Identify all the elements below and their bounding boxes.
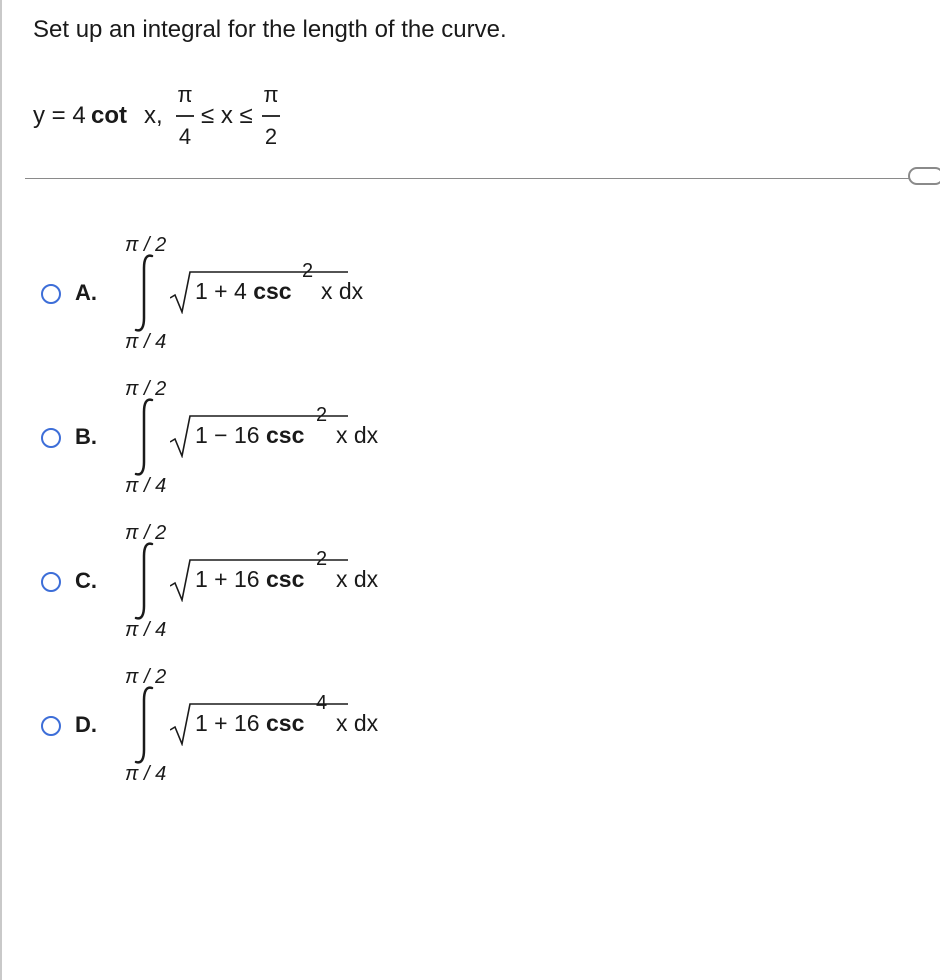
radio-button-d[interactable] — [41, 716, 61, 736]
integrand-suffix: x dx — [321, 278, 364, 304]
exponent: 2 — [316, 548, 328, 570]
integral-upper-limit: π / 2 — [125, 378, 167, 400]
exponent: 2 — [316, 404, 328, 426]
integral-lower-limit: π / 4 — [125, 331, 167, 353]
integrand-func: csc — [265, 566, 305, 592]
integrand-prefix: 1 + 16 — [195, 566, 260, 592]
lower-bound-numerator: π — [177, 82, 193, 107]
integral-lower-limit: π / 4 — [125, 763, 167, 785]
integrand-suffix: x dx — [336, 422, 379, 448]
equation-func: cot — [91, 102, 127, 129]
exponent: 2 — [302, 260, 314, 282]
question-text: Set up an integral for the length of the curve. — [33, 16, 507, 43]
integral-upper-limit: π / 2 — [125, 234, 167, 256]
option-letter: B. — [75, 424, 97, 449]
upper-bound-numerator: π — [263, 82, 279, 107]
integrand-expression — [195, 566, 304, 593]
fraction-bar — [262, 115, 280, 117]
option-letter: D. — [75, 712, 97, 737]
integrand-prefix: 1 − 16 — [195, 422, 260, 448]
integral-sign-icon — [130, 680, 160, 770]
section-divider — [25, 178, 910, 179]
integral-sign-icon — [130, 536, 160, 626]
integral-upper-limit: π / 2 — [125, 522, 167, 544]
upper-bound-denominator: 2 — [264, 124, 278, 149]
radio-button-b[interactable] — [41, 428, 61, 448]
lower-bound-denominator: 4 — [178, 124, 192, 149]
integrand-expression — [195, 278, 292, 305]
fraction-bar — [176, 115, 194, 117]
exponent: 4 — [316, 692, 328, 714]
integrand-prefix: 1 + 16 — [195, 710, 260, 736]
integrand-suffix: x dx — [336, 566, 379, 592]
integrand-func: csc — [253, 278, 292, 304]
integral-sign-icon — [130, 392, 160, 482]
splitter-handle[interactable] — [908, 167, 940, 185]
inequality: ≤ x ≤ — [201, 102, 253, 129]
radio-button-c[interactable] — [41, 572, 61, 592]
integral-lower-limit: π / 4 — [125, 619, 167, 641]
answer-option-d[interactable] — [0, 650, 940, 790]
integrand-suffix: x dx — [336, 710, 379, 736]
answer-option-a[interactable] — [0, 218, 940, 358]
answer-option-b[interactable] — [0, 362, 940, 502]
option-letter: C. — [75, 568, 97, 593]
integral-sign-icon — [130, 248, 160, 338]
integral-lower-limit: π / 4 — [125, 475, 167, 497]
integrand-prefix: 1 + 4 — [195, 278, 247, 304]
integrand-func: csc — [265, 422, 305, 448]
integrand-expression — [195, 422, 304, 449]
integrand-func: csc — [265, 710, 305, 736]
integrand-expression — [195, 710, 304, 737]
radio-button-a[interactable] — [41, 284, 61, 304]
equation-var: x, — [144, 102, 163, 129]
answer-option-c[interactable] — [0, 506, 940, 646]
integral-upper-limit: π / 2 — [125, 666, 167, 688]
equation-lhs: y = 4 — [33, 102, 86, 129]
option-letter: A. — [75, 280, 97, 305]
